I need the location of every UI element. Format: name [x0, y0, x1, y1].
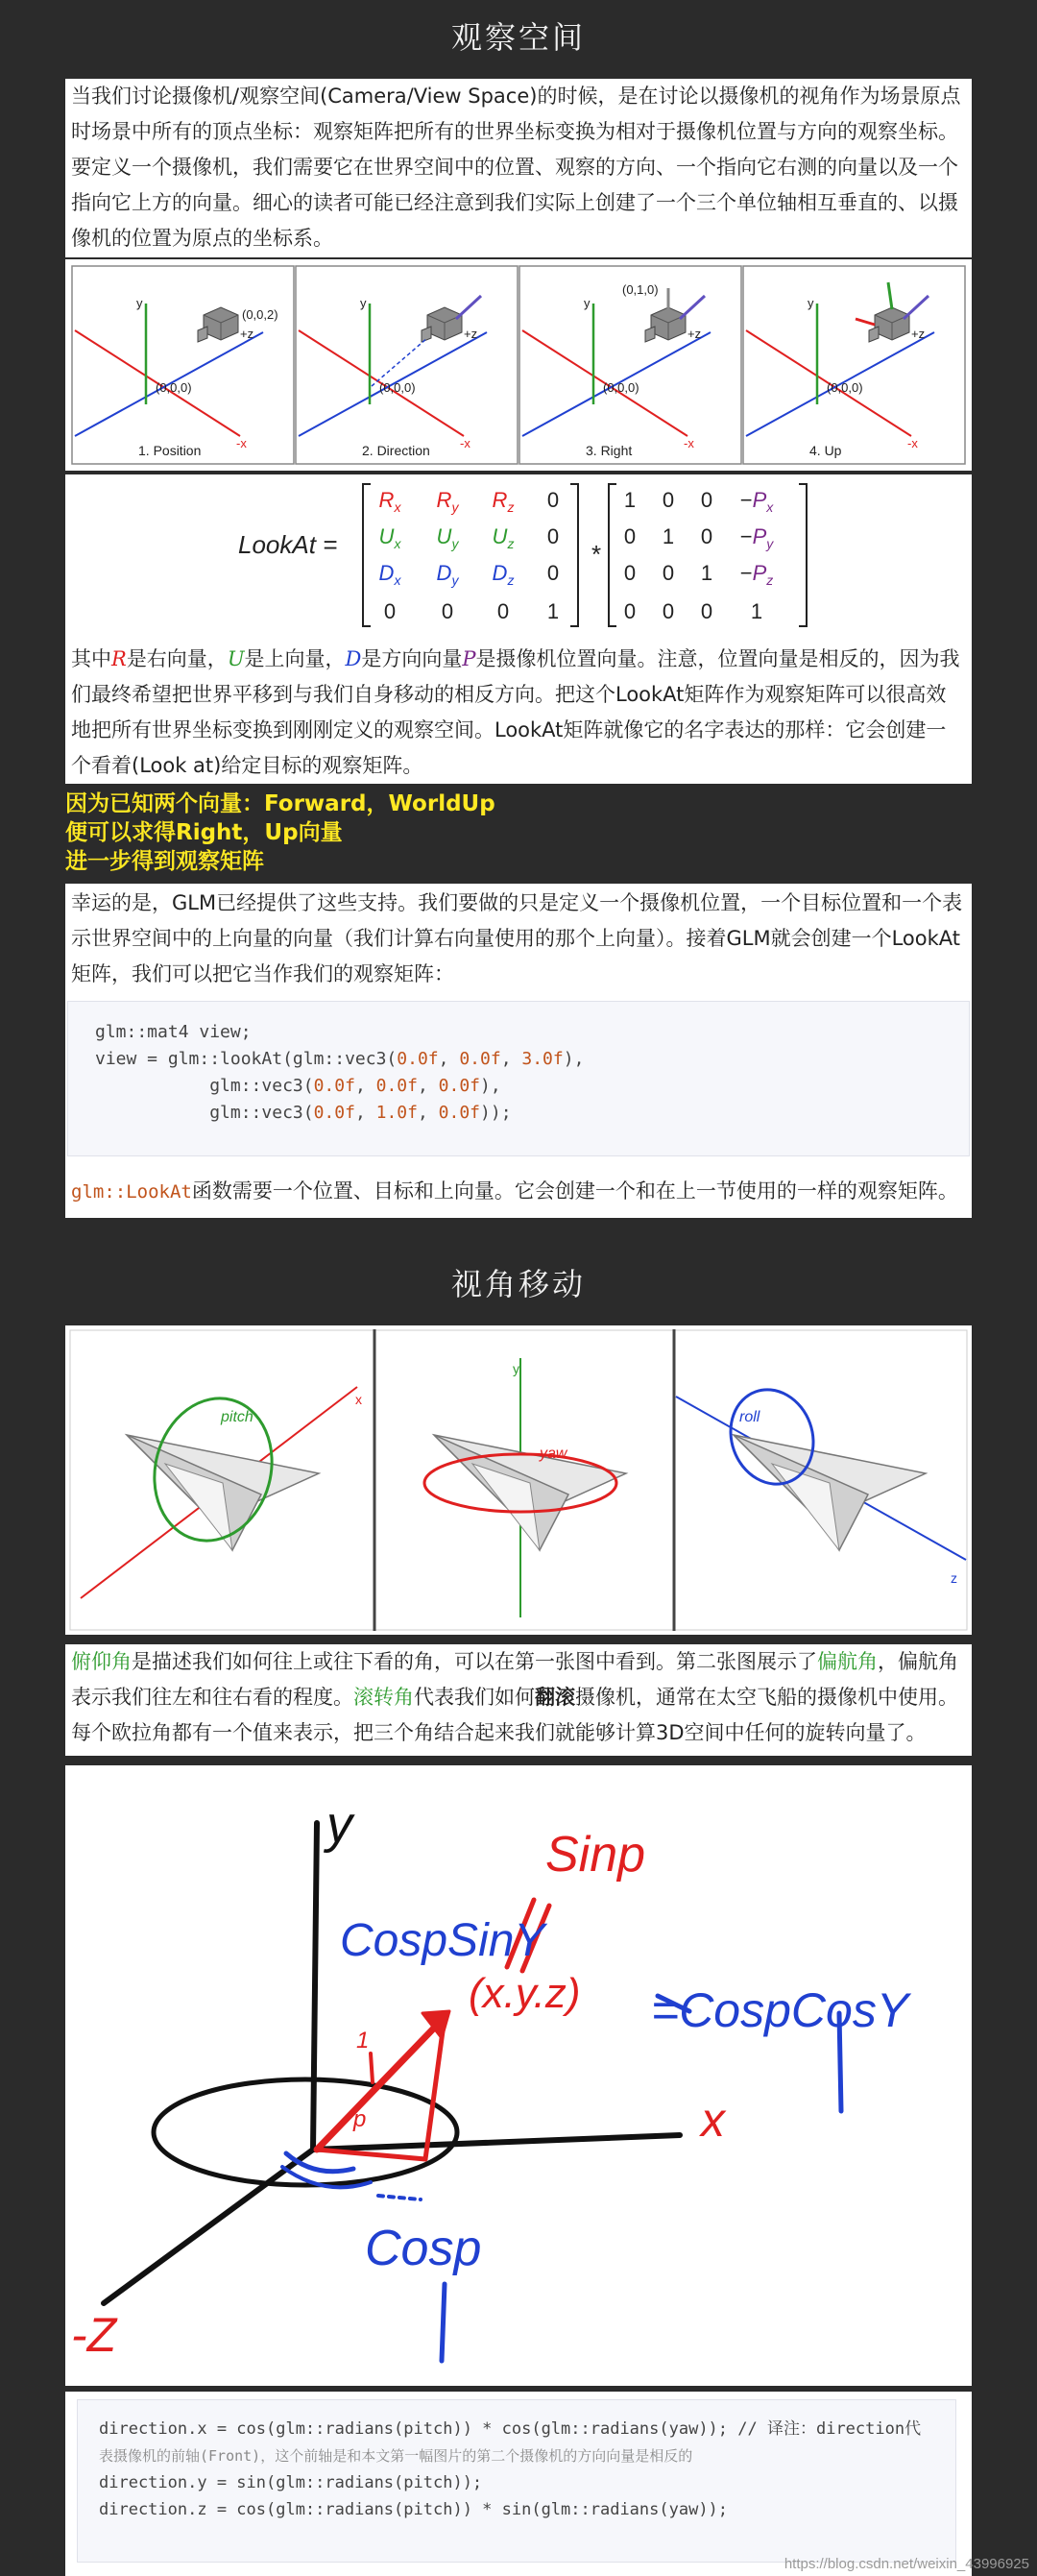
- axis-z-label: +z: [464, 327, 478, 341]
- matrix-left-cell: $R_z$: [492, 488, 515, 515]
- direction-code-card: [65, 2392, 972, 2576]
- axis-z-label: +z: [240, 327, 254, 341]
- camera-panels: [65, 259, 972, 471]
- matrix-left-cell: 0: [546, 488, 560, 512]
- matrix-right-cell: 1: [662, 524, 675, 548]
- hand-sketch: [65, 1765, 972, 2386]
- sketch-card: [65, 1765, 972, 2386]
- origin-label: (0,0,0): [379, 380, 416, 395]
- matrix-left-cell: $U_z$: [492, 524, 515, 551]
- matrix-right-cell: 0: [700, 488, 713, 512]
- glm-intro: 幸运的是，GLM已经提供了这些支持。我们要做的只是定义一个摄像机位置，一个目标位置和一个表示世界空间中的上向量的向量（我们计算右向量使用的那个上向量）。接着GLM就会创建一个LookAt矩阵，我们可以把它当作我们的观察矩阵：: [71, 891, 963, 985]
- plane-angle-label: yaw: [540, 1446, 567, 1462]
- matrix-left-cell: $D_y$: [436, 561, 459, 588]
- point-label: (0,1,0): [622, 282, 659, 297]
- matrix-left-cell: $D_z$: [492, 561, 515, 588]
- origin-label: (0,0,0): [827, 380, 863, 395]
- intro-text: 当我们讨论摄像机/观察空间(Camera/View Space)的时候，是在讨论以摄像机的视角作为场景原点时场景中所有的顶点坐标：观察矩阵把所有的世界坐标变换为相对于摄像机位置与方向的观察坐标。要定义一个摄像机，我们需要它在世界空间中的位置、观察的方向、一个指向它右测的向量以及一个指向它上方的向量。细心的读者可能已经注意到我们实际上创建了一个三个单位轴相互垂直的、以摄像机的位置为原点的坐标系。: [71, 85, 961, 250]
- note-line-2: 便可以求得Right，Up向量: [65, 820, 343, 845]
- camera-panel-1: [72, 266, 294, 464]
- plane-angle-label: roll: [739, 1409, 760, 1425]
- panel-caption: 2. Direction: [362, 443, 430, 458]
- lookat-matrix: [65, 474, 972, 638]
- camera-panel-4: [743, 266, 965, 464]
- matrix-multiply: *: [591, 540, 602, 569]
- note-line-3: 进一步得到观察矩阵: [65, 849, 264, 874]
- matrix-left-cell: $D_x$: [378, 561, 401, 588]
- matrix-right-cell: 1: [623, 488, 637, 512]
- origin-label: (0,0,0): [156, 380, 192, 395]
- sketch-one: 1: [356, 2028, 370, 2054]
- matrix-right-cell: 0: [662, 561, 675, 585]
- explain-text: 其中R是右向量，U是上向量，D是方向向量P是摄像机位置向量。注意，位置向量是相反的，因为我们最终希望把世界平移到与我们自身移动的相反方向。把这个LookAt矩阵作为观察矩阵可以很高效地把所有世界坐标变换到刚刚定义的观察空间。LookAt矩阵就像它的名字表达的那样：它会创建一个看着(Look at)给定目标的观察矩阵。: [71, 647, 960, 777]
- matrix-right-cell: 0: [662, 599, 675, 623]
- camera-axes-figure: [71, 265, 966, 465]
- axis-y-label: y: [360, 296, 367, 310]
- euler-desc: 俯仰角是描述我们如何往上或往下看的角，可以在第一张图中看到。第二张图展示了偏航角，偏航角表示我们往左和往右看的程度。滚转角代表我们如何翻滚摄像机，通常在太空飞船的摄像机中使用。每个欧拉角都有一个值来表示，把三个角结合起来我们就能够计算3D空间中任何的旋转向量了。: [71, 1650, 958, 1744]
- matrix-left-cell: 0: [496, 599, 510, 623]
- panel-caption: 1. Position: [138, 443, 202, 458]
- matrix-right-cell: 1: [700, 561, 713, 585]
- axis-x-label: -x: [236, 436, 247, 450]
- sketch-cospsiny: CospSinY: [340, 1915, 545, 1966]
- glm-after: glm::LookAt函数需要一个位置、目标和上向量。它会创建一个和在上一节使用的一样的观察矩阵。: [71, 1179, 958, 1203]
- matrix-right-cell: 0: [662, 488, 675, 512]
- direction-code: direction.x = cos(glm::radians(pitch)) * cos(glm::radians(yaw)); // 译注：direction代 表摄像机的前轴(Front)，这个前轴是和本文第一幅图片的第二个摄像机的方向向量是相反的 direction.y = sin(glm::radians(pitch)); direction.z = cos(glm::radians(pitch)) * sin(glm::radians(yaw));: [77, 2399, 956, 2563]
- point-label: (0,0,2): [242, 307, 278, 322]
- sketch-coscos: =CospCosY: [651, 1983, 909, 2037]
- matrix-left-cell: 0: [383, 599, 397, 623]
- sketch-p: p: [353, 2106, 367, 2132]
- camera-panel-3: [519, 266, 741, 464]
- axis-y-label: y: [136, 296, 143, 310]
- euler-figure-card: [65, 1325, 972, 1635]
- sketch-negz: -Z: [71, 2308, 117, 2362]
- watermark: https://blog.csdn.net/weixin_43996925: [784, 2556, 1029, 2572]
- sketch-xyz: (x.y.z): [469, 1970, 581, 2017]
- page-title: 观察空间: [450, 19, 586, 56]
- matrix-left-cell: 0: [441, 599, 454, 623]
- lookat-code: glm::mat4 view; view = glm::lookAt(glm::vec3(0.0f, 0.0f, 3.0f), glm::vec3(0.0f, 0.0f, 0.0f), glm::vec3(0.0f, 1.0f, 0.0f));: [67, 1001, 970, 1156]
- plane-angle-label: pitch: [221, 1409, 253, 1425]
- matrix-right-cell: 0: [700, 599, 713, 623]
- axis-x-label: -x: [684, 436, 694, 450]
- matrix-right-cell: $-P_y$: [739, 524, 774, 551]
- axis-x-label: -x: [460, 436, 470, 450]
- sketch-y: y: [326, 1796, 352, 1854]
- lookat-matrix-card: [65, 474, 972, 638]
- note-line-1: 因为已知两个向量：Forward，WorldUp: [65, 791, 495, 816]
- axis-z-label: +z: [911, 327, 926, 341]
- section-title-view-movement: 视角移动: [450, 1266, 586, 1302]
- axis-y-label: y: [584, 296, 591, 310]
- camera-panel-2: [296, 266, 518, 464]
- matrix-right-cell: 1: [750, 599, 763, 623]
- intro-card: [65, 79, 972, 257]
- matrix-right-cell: 0: [623, 561, 637, 585]
- axis-z-label: +z: [687, 327, 702, 341]
- axis-y-label: y: [808, 296, 814, 310]
- matrix-right-cell: $-P_z$: [739, 561, 774, 588]
- sketch-x: x: [701, 2093, 725, 2147]
- matrix-left-cell: $R_y$: [436, 488, 459, 515]
- matrix-right-cell: 0: [623, 524, 637, 548]
- matrix-right-cell: 0: [623, 599, 637, 623]
- matrix-right-cell: 0: [700, 524, 713, 548]
- matrix-left-cell: 0: [546, 524, 560, 548]
- explain-card: [65, 638, 972, 784]
- sketch-cosp: Cosp: [365, 2221, 482, 2276]
- euler-desc-card: [65, 1644, 972, 1756]
- matrix-left-cell: 0: [546, 561, 560, 585]
- matrix-label: LookAt =: [238, 530, 338, 559]
- panel-caption: 4. Up: [809, 443, 842, 458]
- sketch-sinp: Sinp: [545, 1827, 646, 1883]
- axis-x-label: -x: [907, 436, 918, 450]
- matrix-left-cell: $U_y$: [436, 524, 459, 551]
- matrix-left-cell: $R_x$: [378, 488, 401, 515]
- origin-label: (0,0,0): [603, 380, 639, 395]
- plane-axis-label: x: [355, 1392, 362, 1407]
- plane-axis-label: z: [951, 1570, 957, 1586]
- plane-axis-label: y: [513, 1361, 519, 1376]
- matrix-left-cell: 1: [546, 599, 560, 623]
- panel-caption: 3. Right: [586, 443, 633, 458]
- euler-angle-figure: [69, 1329, 968, 1631]
- matrix-left-cell: $U_x$: [378, 524, 401, 551]
- matrix-right-cell: $-P_x$: [739, 488, 774, 515]
